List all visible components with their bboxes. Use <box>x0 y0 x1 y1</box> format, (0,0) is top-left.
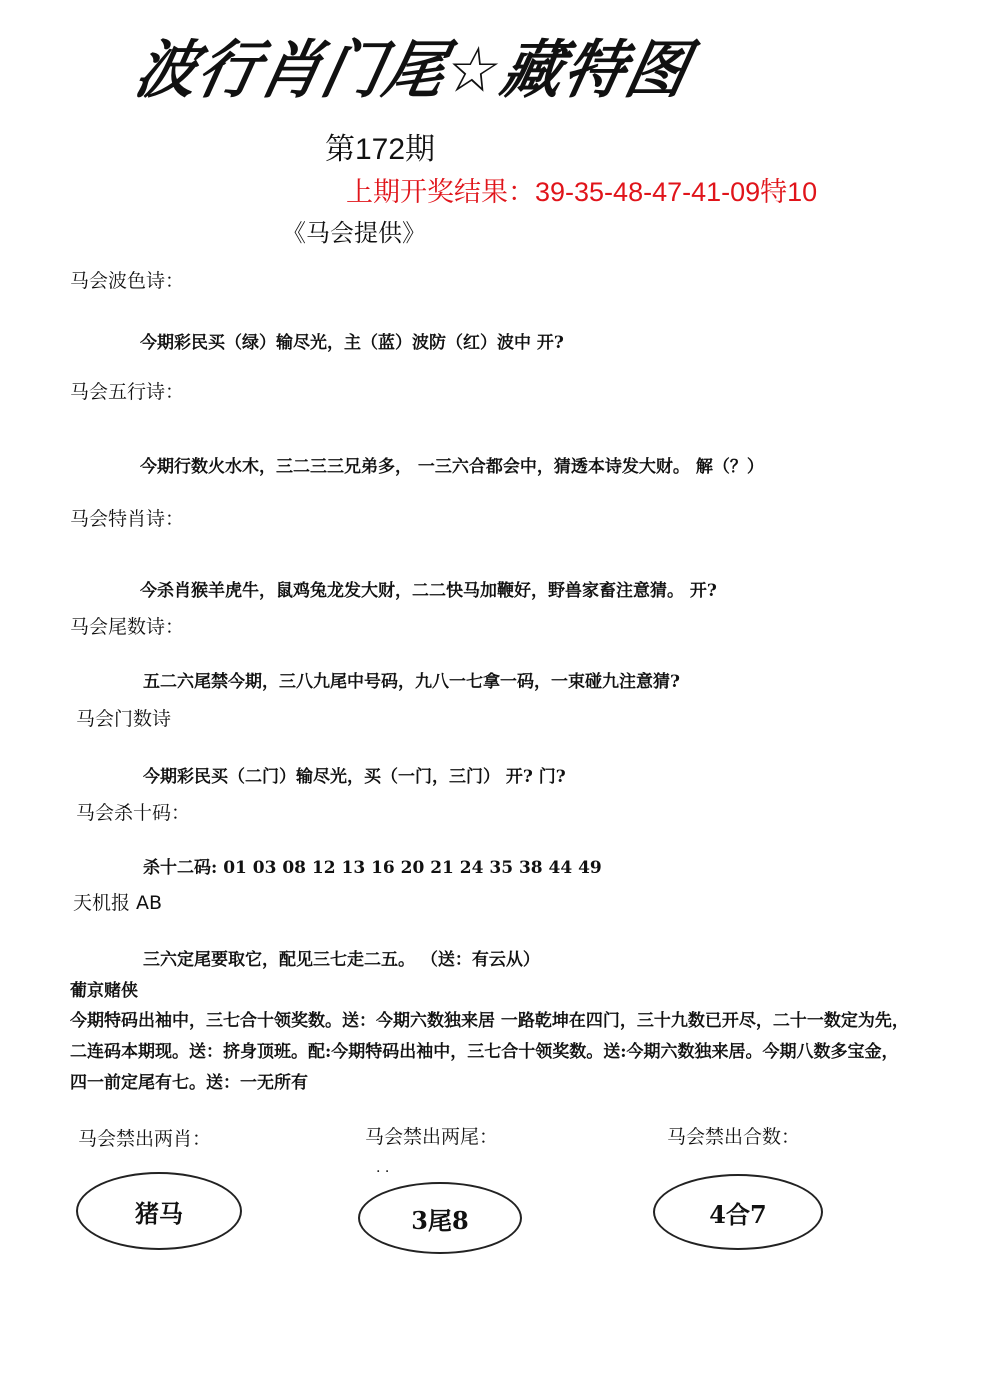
page-title: 波行肖门尾☆藏特图 <box>129 33 697 107</box>
section-heading: 马会杀十码： <box>76 802 191 824</box>
ban-zodiac-oval <box>76 1172 242 1250</box>
section-poem: 杀十二码: 01 03 08 12 13 16 20 21 24 35 38 44 49 <box>143 858 602 878</box>
section-heading: 马会波色诗： <box>70 270 185 292</box>
section-heading: 马会尾数诗： <box>70 616 185 638</box>
decorative-dots: . . <box>376 1160 390 1176</box>
section-poem: 今期彩民买（二门）输尽光，买（一门，三门） 开? 门? <box>143 767 566 787</box>
ban-sum-value: 4合7 <box>709 1199 767 1229</box>
section-heading: 马会门数诗 <box>76 708 172 730</box>
ban-sum-oval <box>653 1174 823 1250</box>
issue-number: 第172期 <box>325 133 436 166</box>
section-heading: 马会特肖诗： <box>70 508 185 530</box>
last-result: 上期开奖结果：39-35-48-47-41-09特10 <box>346 177 818 207</box>
section-poem: 今期彩民买（绿）输尽光，主（蓝）波防（红）波中 开? <box>140 333 564 353</box>
pujing-heading: 葡京赌侠 <box>70 981 138 1001</box>
section-poem: 今杀肖猴羊虎牛，鼠鸡兔龙发大财，二二快马加鞭好，野兽家畜注意猜。 开? <box>140 581 717 601</box>
pujing-text: 今期特码出袖中，三七合十领奖数。送：今期六数独来居 一路乾坤在四门，三十九数已开尽，二十一数定为先，二连码本期现。送：挤身顶班。配:今期特码出袖中，三七合十领奖数。送:今期六数独来居。今期八数多宝金，四一前定尾有七。送：一无所有 <box>70 1011 909 1093</box>
section-heading: 马会五行诗： <box>70 381 185 403</box>
section-poem: 三六定尾要取它，配见三七走二五。 （送：有云从） <box>143 950 540 970</box>
section-poem: 今期行数火水木，三二三三兄弟多， 一三六合都会中，猜透本诗发大财。 解（？） <box>140 457 764 477</box>
ban-zodiac-label: 马会禁出两肖： <box>78 1128 212 1150</box>
section-heading: 天机报 AB <box>73 892 163 914</box>
ban-tail-value: 3尾8 <box>411 1205 469 1235</box>
ban-sum-label: 马会禁出合数： <box>667 1126 801 1148</box>
section-poem: 五二六尾禁今期，三八九尾中号码，九八一七拿一码，一束碰九注意猜? <box>143 672 680 692</box>
ban-zodiac-value: 猪马 <box>135 1198 183 1228</box>
ban-tail-label: 马会禁出两尾： <box>365 1126 499 1148</box>
provider-label: 《马会提供》 <box>282 219 426 247</box>
ban-tail-oval <box>358 1182 522 1254</box>
